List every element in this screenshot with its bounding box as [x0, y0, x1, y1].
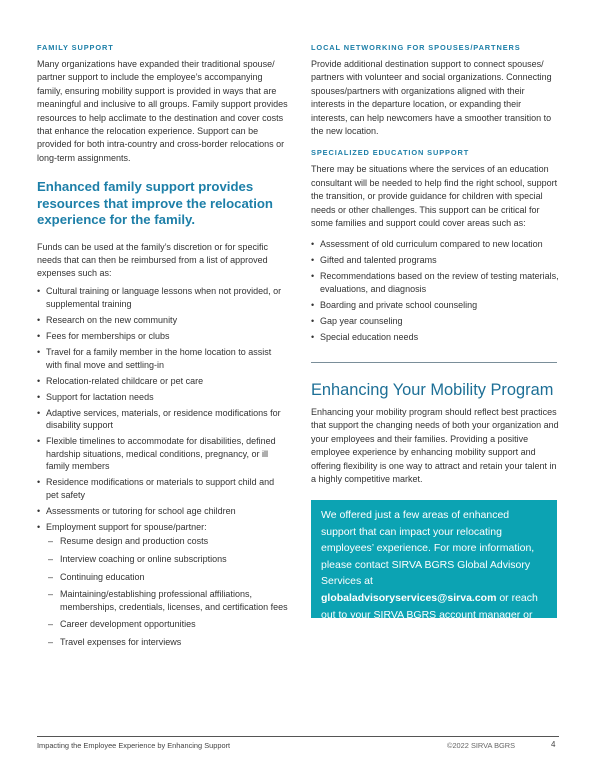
list-item: • Fees for memberships or clubs — [37, 330, 289, 343]
list-item: • Assessments or tutoring for school age children — [37, 505, 289, 518]
list-item: • Special education needs — [311, 331, 559, 344]
footer-title: Impacting the Employee Experience by Enhancing Support — [37, 741, 231, 750]
mobility-text: Enhancing your mobility program should reflect best practices that support the changing needs of both your organization and your employees and their families. Providing a positive employee experience by enhancing mobility support and offering flexibility is one way to attract and retain your talent in a highly competitive market. — [311, 407, 559, 485]
funds-intro: Funds can be used at the family’s discretion or for specific needs that can then be reimbursed from a list of approved expenses such as: — [37, 242, 268, 278]
callout-text-before: We offered just a few areas of enhanced support that can impact your relocating employees’ experience. For more information, please contact SIRVA BGRS Global Advisory Services at — [321, 509, 535, 588]
sub-list-item: – Continuing education — [46, 571, 289, 584]
page-number: 4 — [551, 740, 556, 749]
family-support-headline: Enhanced family support provides resources that improve the relocation experience for the family. — [37, 179, 273, 228]
sub-list-item: – Career development opportunities — [46, 618, 289, 631]
education-list — [311, 238, 559, 343]
sub-list-item: – Resume design and production costs — [46, 535, 289, 548]
list-item: • Residence modifications or materials to support child and pet safety — [37, 476, 289, 501]
list-item: • Gap year counseling — [311, 315, 559, 328]
local-networking-label: LOCAL NETWORKING FOR SPOUSES/PARTNERS — [311, 43, 521, 52]
list-item: • Adaptive services, materials, or residence modifications for disability support — [37, 407, 289, 432]
right-column — [311, 43, 559, 347]
education-label: SPECIALIZED EDUCATION SUPPORT — [311, 148, 470, 158]
local-networking-text: Provide additional destination support to connect spouses/ partners with volunteer and social organizations. Connecting spouses/partners with organizations aligned with their interests in the departure location, or expanding their interests, can help newcomers have a smoother transition to the new location. — [311, 59, 552, 137]
footer-divider — [37, 736, 559, 737]
sub-list-item: – Travel expenses for interviews — [46, 636, 289, 649]
left-column — [37, 43, 289, 654]
callout-text-after: or reach out to your SIRVA BGRS account manager or sales representative. — [321, 591, 538, 638]
list-item: • Assessment of old curriculum compared to new location — [311, 238, 559, 251]
sub-list-item: – Interview coaching or online subscriptions — [46, 553, 289, 566]
list-item: • Cultural training or language lessons when not provided, or supplemental training — [37, 285, 289, 310]
list-item: • Recommendations based on the review of testing materials, evaluations, and diagnosis — [311, 270, 559, 295]
callout-email-link[interactable]: globaladvisoryservices@sirva.com — [321, 591, 497, 604]
education-text: There may be situations where the services of an education consultant will be needed to help find the right school, support the transition, or provide guidance for children with special needs or other challenges. This support can be critical for some families and support could cover areas such as: — [311, 164, 558, 229]
list-item: • Boarding and private school counseling — [311, 299, 559, 312]
family-support-list — [37, 285, 289, 648]
list-item: • Gifted and talented programs — [311, 254, 559, 267]
mobility-section — [311, 380, 559, 486]
footer-copyright: ©2022 SIRVA BGRS — [447, 741, 516, 750]
mobility-title: Enhancing Your Mobility Program — [311, 381, 554, 399]
family-support-label: FAMILY SUPPORT — [37, 43, 114, 52]
contact-callout — [311, 500, 557, 638]
list-item: • Flexible timelines to accommodate for disabilities, defined hardship situations, medical conditions, pregnancy, or ill family members — [37, 435, 289, 473]
list-item: • Support for lactation needs — [37, 391, 289, 404]
employment-sub-list — [46, 535, 289, 648]
list-item: • Relocation-related childcare or pet care — [37, 375, 289, 388]
list-item — [37, 521, 289, 649]
family-support-intro: Many organizations have expanded their traditional spouse/ partner support to include the employee’s accompanying family, ensuring mobility support is provided in ways that are meaningful and inclusive to all groups. Family support provides resources to help acclimate to the destination and cover costs that enhance the relocation experience. Support can be provided for both intra-country and cross-border relocations or long-term assignments. — [37, 59, 288, 163]
list-item: • Research on the new community — [37, 314, 289, 327]
sub-list-item: – Maintaining/establishing professional affiliations, memberships, credentials, licenses, and certification fees — [46, 588, 289, 613]
employment-support-label: Employment support for spouse/partner: — [46, 521, 207, 532]
list-item: • Travel for a family member in the home location to assist with final move and settling-in — [37, 346, 289, 371]
section-divider — [311, 362, 557, 363]
callout-text — [321, 507, 547, 640]
